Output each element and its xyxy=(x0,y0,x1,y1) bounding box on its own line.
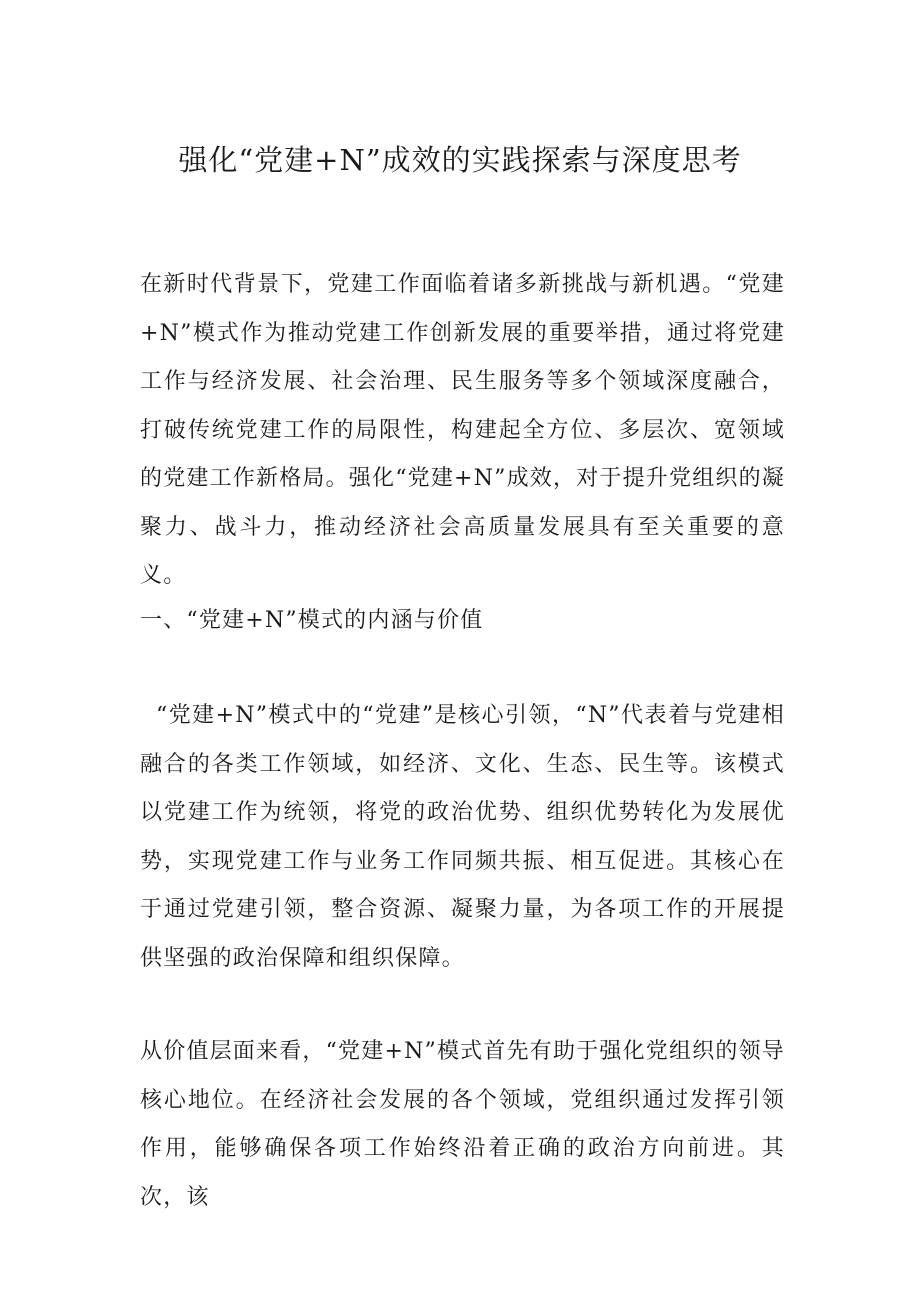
body-paragraph-2: 从价值层面来看，“党建+N”模式首先有助于强化党组织的领导核心地位。在经济社会发展的各个领域，党组织通过发挥引领作用，能够确保各项工作始终沿着正确的政治方向前进。其次，该 xyxy=(140,1039,785,1210)
body-paragraph-1: “党建+N”模式中的“党建”是核心引领，“N”代表着与党建相融合的各类工作领域，如经济、文化、生态、民生等。该模式以党建工作为统领，将党的政治优势、组织优势转化为发展优势，实现党建工作与业务工作同频共振、相互促进。其核心在于通过党建引领，整合资源、凝聚力量，为各项工作的开展提供坚强的政治保障和组织保障。 xyxy=(140,703,785,971)
document-title: 强化“党建+N”成效的实践探索与深度思考 xyxy=(178,143,742,177)
intro-paragraph: 在新时代背景下，党建工作面临着诸多新挑战与新机遇。“党建+N”模式作为推动党建工作创新发展的重要举措，通过将党建工作与经济发展、社会治理、民生服务等多个领域深度融合，打破传统党建工作的局限性，构建起全方位、多层次、宽领域的党建工作新格局。强化“党建+N”成效，对于提升党组织的凝聚力、战斗力，推动经济社会高质量发展具有至关重要的意义。 xyxy=(140,272,785,588)
section-heading-1: 一、“党建+N”模式的内涵与价值 xyxy=(140,608,484,633)
